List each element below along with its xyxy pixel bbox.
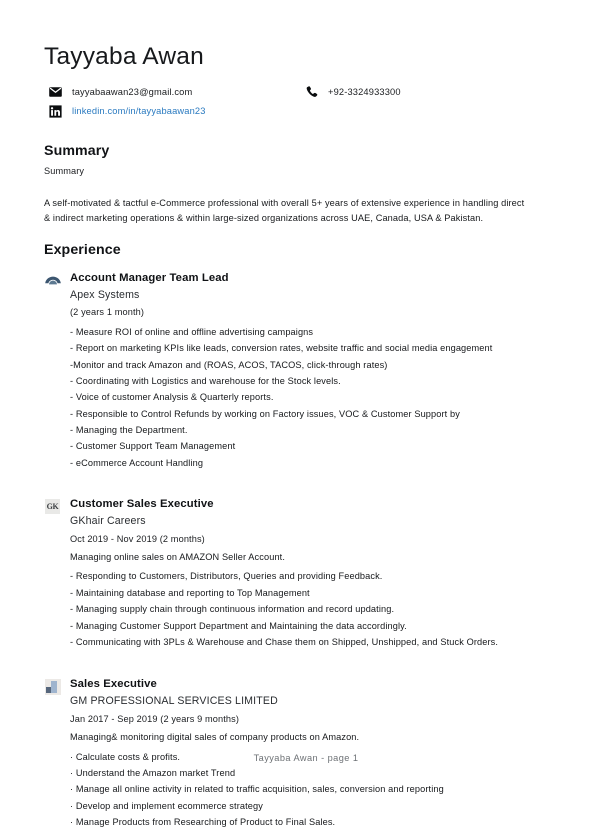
page-footer: Tayyaba Awan - page 1: [253, 753, 359, 763]
experience-item: [44, 497, 566, 650]
job-bullet: - Coordinating with Logistics and warehouse for the Stock levels.: [70, 375, 341, 386]
experience-body: [70, 271, 566, 472]
summary-section: [44, 143, 566, 226]
linkedin-icon: [48, 104, 63, 119]
experience-item: [44, 271, 566, 472]
job-bullet: - Communicating with 3PLs & Warehouse and Chase them on Shipped, Unshipped, and Stuck Orders.: [70, 636, 499, 647]
job-dates: (2 years 1 month): [70, 306, 145, 317]
job-bullet: · Manage Products from Researching of Product to Final Sales.: [70, 817, 336, 828]
email-text: tayyabaawan23@gmail.com: [72, 87, 193, 98]
experience-body: [70, 497, 566, 650]
job-bullet: - Managing the Department.: [70, 425, 188, 436]
job-dates: Jan 2017 - Sep 2019 (2 years 9 months): [70, 713, 240, 724]
job-bullet: -Monitor and track Amazon and (ROAS, ACOS, TACOS, click-through rates): [70, 359, 388, 370]
contact-info: [48, 83, 566, 121]
experience-section: [44, 242, 566, 830]
candidate-name: Tayyaba Awan: [44, 43, 204, 70]
job-bullet: - Managing supply chain through continuous information and record updating.: [70, 604, 395, 615]
phone-item[interactable]: [304, 85, 401, 100]
envelope-icon: [48, 85, 63, 100]
contact-row-primary: [48, 83, 566, 102]
job-bullet: - Responding to Customers, Distributors, Queries and providing Feedback.: [70, 571, 383, 582]
job-dates: Oct 2019 - Nov 2019 (2 months): [70, 533, 205, 544]
job-company: GKhair Careers: [70, 515, 146, 528]
apex-systems-logo-icon: [44, 272, 61, 289]
job-bullet: · Manage all online activity in related to traffic acquisition, sales, conversion and reporting: [70, 784, 444, 795]
job-company: Apex Systems: [70, 288, 140, 301]
job-bullet: - Maintaining database and reporting to Top Management: [70, 587, 310, 598]
experience-heading: Experience: [44, 241, 121, 258]
summary-heading: Summary: [44, 142, 110, 159]
gm-professional-logo-icon: [44, 678, 61, 695]
gkhair-logo-text: GK: [45, 499, 60, 514]
job-bullet: - Managing Customer Support Department and Maintaining the data accordingly.: [70, 620, 407, 631]
email-item[interactable]: [48, 85, 304, 100]
job-bullet: - Report on marketing KPIs like leads, conversion rates, website traffic and social media engagement: [70, 343, 493, 354]
summary-line-1: A self-motivated & tactful e-Commerce professional with overall 5+ years of extensive experience in handling direct: [44, 197, 525, 208]
job-title: Sales Executive: [70, 678, 157, 691]
job-company: GM PROFESSIONAL SERVICES LIMITED: [70, 695, 278, 708]
job-intro: Managing online sales on AMAZON Seller Account.: [70, 551, 286, 562]
contact-row-linkedin: [48, 102, 566, 121]
job-bullet: - Measure ROI of online and offline advertising campaigns: [70, 326, 314, 337]
summary-subheading: Summary: [44, 165, 85, 176]
summary-text: [44, 196, 566, 226]
job-bullet: - Responsible to Control Refunds by working on Factory issues, VOC & Customer Support by: [70, 408, 460, 419]
job-bullet: · Calculate costs & profits.: [70, 751, 181, 762]
job-bullet: - eCommerce Account Handling: [70, 457, 204, 468]
gkhair-logo-icon: [44, 498, 61, 515]
job-bullet: - Voice of customer Analysis & Quarterly reports.: [70, 392, 274, 403]
job-title: Account Manager Team Lead: [70, 271, 229, 284]
job-bullets: [70, 324, 566, 471]
linkedin-item[interactable]: [48, 104, 304, 119]
summary-line-2: & indirect marketing operations & within large-sized organizations across UAE, Canada, USA & Pakistan.: [44, 212, 484, 223]
job-intro: Managing& monitoring digital sales of company products on Amazon.: [70, 731, 360, 742]
phone-text: +92-3324933300: [328, 87, 401, 98]
job-title: Customer Sales Executive: [70, 498, 214, 511]
linkedin-text[interactable]: linkedin.com/in/tayyabaawan23: [72, 106, 206, 117]
job-bullet: - Customer Support Team Management: [70, 441, 236, 452]
job-bullet: · Develop and implement ecommerce strategy: [70, 800, 263, 811]
job-bullet: · Understand the Amazon market Trend: [70, 767, 236, 778]
job-bullets: [70, 568, 566, 650]
resume-header: [44, 44, 566, 121]
phone-icon: [304, 85, 319, 100]
gm-logo-shape: [45, 679, 61, 695]
